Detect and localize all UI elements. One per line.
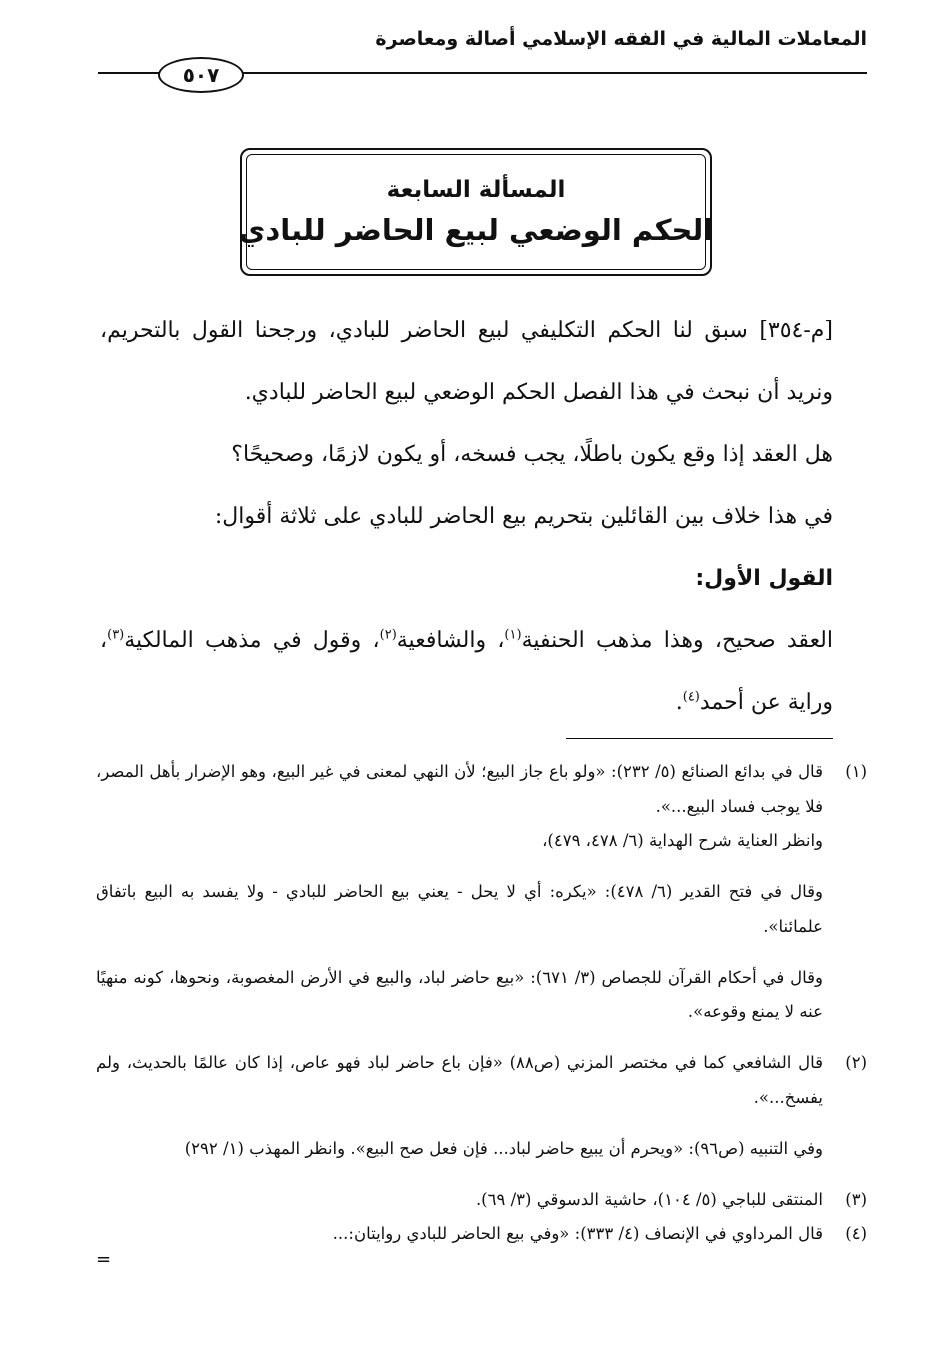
footnote-line: قال في بدائع الصنائع (٥/ ٢٣٢): «ولو باع جاز البيع؛ لأن النهي لمعنى في غير البيع، وهو الإضرار بأهل المصر، فلا يوجب فساد البيع...». [96,762,823,816]
main-text [100,300,833,734]
continuation-mark: = [96,1249,112,1270]
first-opinion-heading: القول الأول: [695,566,833,591]
footnote-2 [96,1046,867,1115]
paragraph-4-part-c: ، وقول في مذهب المالكية [124,628,380,653]
footnote-number: (٣) [845,1189,867,1209]
section-title-line2: الحكم الوضعي لبيع الحاضر للبادي [238,212,714,247]
footnote-line: قال المرداوي في الإنصاف (٤/ ٣٣٣): «وفي بيع الحاضر للبادي روايتان:... [332,1224,823,1243]
footnote-ref-2[interactable]: (٢) [379,627,397,643]
footnote-number: (٤) [845,1224,867,1243]
footnote-1-continuation: وقال في فتح القدير (٦/ ٤٧٨): «يكره: أي لا يحل - يعني بيع الحاضر للبادي - ولا يفسد به البيع باتفاق علمائنا». [96,882,823,936]
footnote-ref-3[interactable]: (٣) [107,627,125,643]
footnote-line: المنتقى للباجي (٥/ ١٠٤)، حاشية الدسوقي (٣/ ٦٩). [475,1189,823,1209]
footnote-3 [96,1183,867,1218]
paragraph-1: [م-٣٥٤] سبق لنا الحكم التكليفي لبيع الحاضر للبادي، ورجحنا القول بالتحريم، ونريد أن نبحث في هذا الفصل الحكم الوضعي لبيع الحاضر للبادي. [100,318,833,405]
paragraph-2: هل العقد إذا وقع يكون باطلًا، يجب فسخه، أو يكون لازمًا، وصحيحًا؟ [231,442,833,467]
footnote-ref-4[interactable]: (٤) [682,689,700,705]
section-title-inner-frame [238,154,714,270]
paragraph-4-part-d: ، وراية عن أحمد [100,628,833,715]
footnote-separator [566,738,833,739]
running-title: المعاملات المالية في الفقه الإسلامي أصالة ومعاصرة [375,28,867,50]
paragraph-4-part-a: العقد صحيح، وهذا مذهب الحنفية [521,628,833,653]
footnote-1 [96,755,867,859]
paragraph-4-part-b: ، والشافعية [396,628,505,653]
footnote-4 [96,1217,867,1252]
page-number: ٥٠٧ [158,57,244,93]
footnote-1-continuation: وقال في أحكام القرآن للجصاص (٣/ ٦٧١): «بيع حاضر لباد، والبيع في الأرض المغصوبة، ونحوها، كونه منهيًا عنه لا يمنع وقوعه». [96,967,823,1021]
footnote-body [96,755,823,859]
paragraph-3: في هذا خلاف بين القائلين بتحريم بيع الحاضر للبادي على ثلاثة أقوال: [214,504,833,529]
footnote-body [96,1183,823,1218]
footnote-body [96,1217,823,1252]
footnote-line: وانظر العناية شرح الهداية (٦/ ٤٧٨، ٤٧٩)، [542,831,823,850]
section-title-frame [240,148,712,276]
section-title-line1: المسألة السابعة [386,176,566,203]
footnote-2-continuation: وفي التنبيه (ص٩٦): «ويحرم أن يبيع حاضر لباد... فإن فعل صح البيع». وانظر المهذب (١/ ٢٩٢) [184,1138,823,1158]
footnote-line: قال الشافعي كما في مختصر المزني (ص٨٨) «فإن باع حاضر لباد فهو عاص، إذا كان عالمًا بالحديث، ولم يفسخ...». [96,1053,823,1107]
footnote-body [96,1046,823,1115]
paragraph-4 [100,610,833,734]
footnotes [96,755,867,1252]
footnote-number: (٢) [845,1053,867,1072]
footnote-number: (١) [845,762,867,781]
footnote-ref-1[interactable]: (١) [504,627,522,643]
paragraph-4-part-e: . [675,690,683,715]
